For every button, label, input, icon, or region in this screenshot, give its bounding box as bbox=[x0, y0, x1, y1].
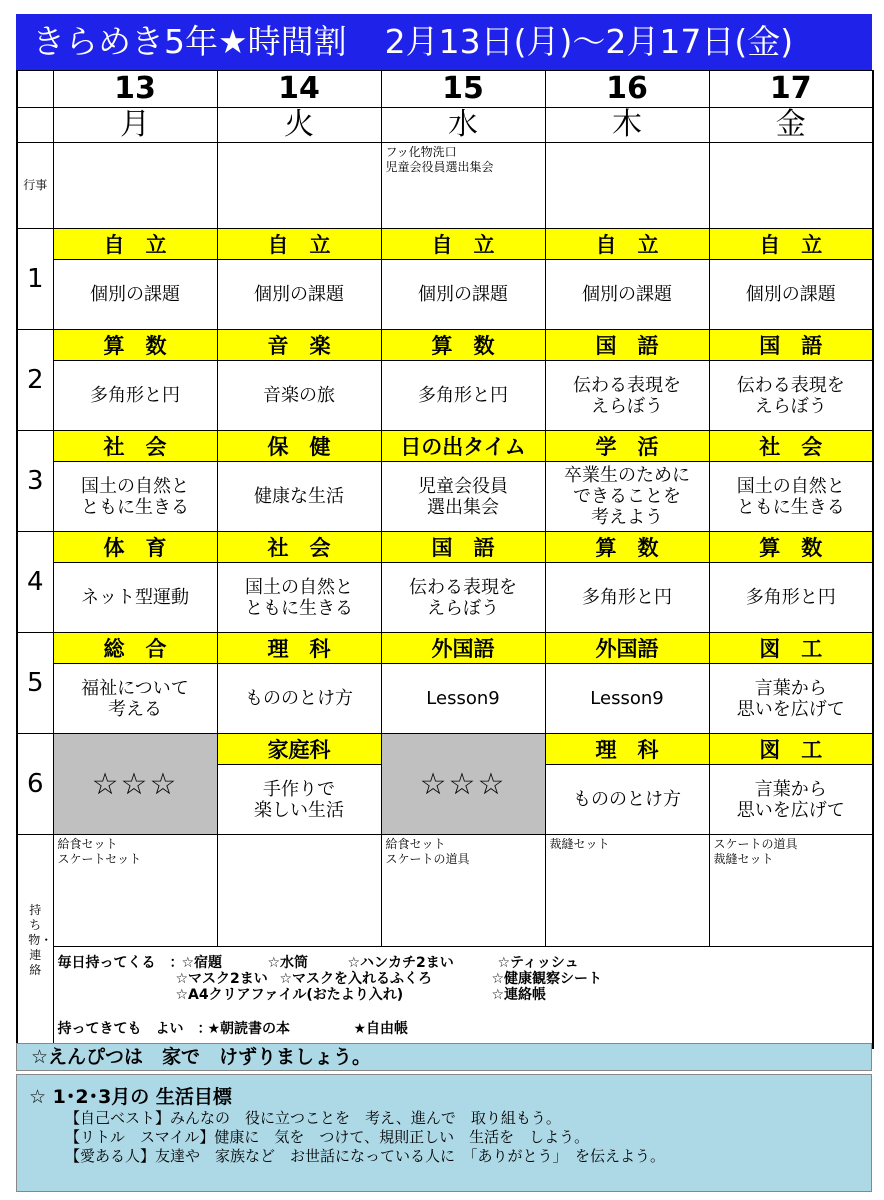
weekday-name: 火 bbox=[284, 107, 314, 142]
subject-cell bbox=[709, 431, 873, 462]
subject-name: 図 工 bbox=[759, 738, 823, 762]
period-number-cell bbox=[17, 229, 53, 330]
optional-item: ★自由帳 bbox=[353, 1021, 409, 1037]
optional-item: ★朝読書の本 bbox=[207, 1021, 291, 1037]
life-goal-line: 【リトル スマイル】健康に 気を つけて、規則正しい 生活を しよう。 bbox=[65, 1128, 590, 1146]
topic-text: 伝わる表現を えらぼう bbox=[409, 576, 517, 619]
items-text: スケートの道具 裁縫セット bbox=[713, 837, 798, 866]
free-period-stars: ☆☆☆ bbox=[91, 766, 179, 802]
items-cell bbox=[381, 835, 545, 947]
period-number: 4 bbox=[26, 567, 44, 597]
topic-text: 言葉から 思いを広げて bbox=[736, 677, 845, 720]
topic-text: 個別の課題 bbox=[582, 284, 672, 305]
topic-cell bbox=[381, 563, 545, 633]
date-range: 2月13日(月)～2月17日(金) bbox=[384, 22, 794, 61]
subject-cell bbox=[53, 633, 217, 664]
topic-cell bbox=[381, 664, 545, 734]
subject-cell bbox=[53, 532, 217, 563]
subject-name: 算 数 bbox=[431, 334, 495, 358]
topic-cell bbox=[53, 462, 217, 532]
date-header bbox=[53, 71, 217, 108]
date-number: 15 bbox=[442, 71, 484, 106]
timetable bbox=[16, 70, 874, 1049]
subject-cell bbox=[217, 431, 381, 462]
subject-name: 図 工 bbox=[759, 637, 823, 661]
topic-cell bbox=[709, 361, 873, 431]
date-number: 17 bbox=[769, 71, 812, 106]
weekday-header bbox=[217, 108, 381, 143]
subject-cell bbox=[709, 330, 873, 361]
subject-name: 学 活 bbox=[595, 435, 659, 459]
topic-text: Lesson9 bbox=[426, 688, 500, 709]
subject-name: 国 語 bbox=[431, 536, 495, 560]
subject-name: 自 立 bbox=[595, 233, 659, 257]
weekday-header bbox=[53, 108, 217, 143]
topic-text: 多角形と円 bbox=[418, 385, 508, 406]
topic-cell bbox=[53, 260, 217, 330]
topic-text: 福祉について 考える bbox=[81, 677, 189, 720]
subject-cell bbox=[381, 330, 545, 361]
weekday-header bbox=[545, 108, 709, 143]
topic-cell bbox=[217, 260, 381, 330]
topic-text: 国土の自然と ともに生きる bbox=[736, 475, 845, 518]
topic-text: 音楽の旅 bbox=[263, 385, 335, 406]
items-label: 持ち物・連絡 bbox=[28, 903, 53, 978]
subject-cell bbox=[545, 330, 709, 361]
period-number: 3 bbox=[26, 466, 44, 496]
topic-cell bbox=[53, 563, 217, 633]
life-goal-line: 【自己ベスト】みんなの 役に立つことを 考え、進んで 取り組もう。 bbox=[65, 1109, 561, 1127]
subject-cell bbox=[217, 229, 381, 260]
pencil-note: ☆えんぴつは 家で けずりましょう。 bbox=[16, 1043, 872, 1071]
topic-text: 言葉から 思いを広げて bbox=[736, 778, 845, 821]
topic-cell bbox=[709, 664, 873, 734]
topic-cell bbox=[545, 664, 709, 734]
items-cell bbox=[217, 835, 381, 947]
subject-cell bbox=[545, 734, 709, 765]
daily-row bbox=[58, 971, 869, 987]
subject-name: 理 科 bbox=[595, 738, 659, 762]
weekday-name: 木 bbox=[612, 107, 642, 142]
topic-cell bbox=[709, 765, 873, 835]
topic-text: もののとけ方 bbox=[573, 789, 681, 810]
period-number-cell bbox=[17, 431, 53, 532]
topic-text: 個別の課題 bbox=[745, 284, 836, 305]
weekday-header bbox=[381, 108, 545, 143]
subject-name: 音 楽 bbox=[267, 334, 331, 358]
period-number-cell bbox=[17, 532, 53, 633]
weekday-name: 月 bbox=[120, 107, 150, 142]
subject-name: 外国語 bbox=[431, 637, 495, 661]
period-number: 5 bbox=[26, 668, 44, 698]
life-goals-title: ☆ 1･2･3月の 生活目標 bbox=[29, 1086, 232, 1108]
period-number-cell bbox=[17, 633, 53, 734]
page-title: きらめき5年★時間割 bbox=[32, 22, 347, 61]
subject-cell bbox=[53, 330, 217, 361]
topic-text: 健康な生活 bbox=[254, 486, 344, 507]
topic-cell bbox=[545, 765, 709, 835]
event-cell bbox=[53, 143, 217, 229]
subject-cell bbox=[217, 633, 381, 664]
subject-cell bbox=[53, 431, 217, 462]
subject-name: 算 数 bbox=[595, 536, 659, 560]
subject-cell bbox=[709, 633, 873, 664]
subject-cell bbox=[545, 229, 709, 260]
topic-text: 手作りで 楽しい生活 bbox=[254, 778, 344, 821]
subject-cell bbox=[709, 532, 873, 563]
free-period-cell bbox=[53, 734, 217, 835]
subject-cell bbox=[381, 431, 545, 462]
topic-text: 児童会役員 選出集会 bbox=[418, 475, 508, 518]
subject-cell bbox=[545, 633, 709, 664]
optional-items-label: 持ってきても よい ： bbox=[57, 1021, 212, 1037]
topic-cell bbox=[709, 260, 873, 330]
subject-cell bbox=[217, 532, 381, 563]
topic-cell bbox=[381, 462, 545, 532]
topic-cell bbox=[709, 563, 873, 633]
subject-name: 自 立 bbox=[103, 233, 167, 257]
life-goal-line: 【愛ある人】友達や 家族など お世話になっている人に 「ありがとう」 を伝えよう。 bbox=[65, 1147, 666, 1165]
event-text: フッ化物洗口 児童会役員選出集会 bbox=[385, 145, 494, 174]
subject-cell bbox=[53, 229, 217, 260]
subject-name: 自 立 bbox=[267, 233, 331, 257]
topic-text: 伝わる表現を えらぼう bbox=[736, 374, 845, 417]
subject-cell bbox=[217, 734, 381, 765]
subject-cell bbox=[709, 229, 873, 260]
date-number: 14 bbox=[278, 71, 320, 106]
period-number-cell bbox=[17, 734, 53, 835]
subject-cell bbox=[545, 431, 709, 462]
topic-cell bbox=[545, 260, 709, 330]
period-number: 2 bbox=[26, 365, 44, 395]
topic-cell bbox=[381, 260, 545, 330]
corner-cell bbox=[17, 71, 53, 108]
items-cell bbox=[709, 835, 873, 947]
free-period-cell bbox=[381, 734, 545, 835]
daily-item: ☆水筒 bbox=[267, 955, 309, 971]
event-cell bbox=[381, 143, 545, 229]
date-number: 16 bbox=[606, 71, 648, 106]
event-cell bbox=[545, 143, 709, 229]
topic-text: ネット型運動 bbox=[81, 587, 189, 608]
topic-text: 個別の課題 bbox=[90, 284, 180, 305]
topic-text: 多角形と円 bbox=[582, 587, 672, 608]
topic-cell bbox=[217, 664, 381, 734]
subject-cell bbox=[381, 532, 545, 563]
items-label-cell bbox=[17, 835, 53, 1048]
subject-name: 社 会 bbox=[103, 435, 167, 459]
topic-cell bbox=[53, 664, 217, 734]
subject-cell bbox=[545, 532, 709, 563]
daily-row bbox=[58, 987, 869, 1003]
items-text: 裁縫セット bbox=[549, 837, 610, 851]
daily-item: ☆マスク2まい bbox=[175, 971, 268, 987]
subject-cell bbox=[709, 734, 873, 765]
items-cell bbox=[53, 835, 217, 947]
daily-item: ☆健康観察シート bbox=[491, 971, 603, 987]
topic-cell bbox=[709, 462, 873, 532]
period-number: 1 bbox=[26, 264, 44, 294]
subject-cell bbox=[381, 229, 545, 260]
topic-text: 多角形と円 bbox=[90, 385, 180, 406]
subject-name: 保 健 bbox=[267, 435, 331, 459]
topic-text: 卒業生のために できることを 考えよう bbox=[564, 465, 690, 528]
timetable-title-bar bbox=[16, 14, 872, 70]
daily-item: ☆A4クリアファイル(おたより入れ) bbox=[175, 987, 404, 1003]
topic-cell bbox=[217, 462, 381, 532]
subject-name: 社 会 bbox=[759, 435, 823, 459]
subject-cell bbox=[217, 330, 381, 361]
daily-item: ☆連絡帳 bbox=[491, 987, 547, 1003]
topic-text: もののとけ方 bbox=[245, 688, 353, 709]
subject-cell bbox=[381, 633, 545, 664]
daily-item: ☆ハンカチ2まい bbox=[347, 955, 454, 971]
subject-name: 日の出タイム bbox=[400, 435, 526, 459]
subject-name: 自 立 bbox=[431, 233, 495, 257]
daily-row bbox=[58, 955, 869, 971]
subject-name: 算 数 bbox=[103, 334, 167, 358]
items-text: 給食セット スケートの道具 bbox=[385, 837, 470, 866]
events-label: 行事 bbox=[23, 178, 48, 192]
subject-name: 総 合 bbox=[103, 637, 167, 661]
items-cell bbox=[545, 835, 709, 947]
topic-text: 個別の課題 bbox=[418, 284, 508, 305]
topic-cell bbox=[381, 361, 545, 431]
period-number-cell bbox=[17, 330, 53, 431]
topic-text: 国土の自然と ともに生きる bbox=[245, 576, 353, 619]
daily-label: 毎日持ってくる ： bbox=[57, 955, 184, 971]
daily-item: ☆宿題 bbox=[181, 955, 223, 971]
topic-cell bbox=[53, 361, 217, 431]
subject-name: 体 育 bbox=[103, 536, 167, 560]
subject-name: 社 会 bbox=[267, 536, 331, 560]
date-header bbox=[545, 71, 709, 108]
event-cell bbox=[709, 143, 873, 229]
daily-item: ☆マスクを入れるふくろ bbox=[279, 971, 433, 987]
items-text: 給食セット スケートセット bbox=[57, 837, 142, 866]
period-number: 6 bbox=[26, 769, 44, 799]
topic-cell bbox=[217, 361, 381, 431]
topic-cell bbox=[217, 563, 381, 633]
topic-cell bbox=[545, 462, 709, 532]
daily-items-cell bbox=[53, 947, 873, 1048]
subject-name: 国 語 bbox=[759, 334, 823, 358]
weekday-name: 金 bbox=[775, 107, 806, 142]
date-number: 13 bbox=[114, 71, 156, 106]
subject-name: 自 立 bbox=[759, 233, 823, 257]
topic-text: 国土の自然と ともに生きる bbox=[81, 475, 189, 518]
topic-text: Lesson9 bbox=[590, 688, 664, 709]
subject-name: 理 科 bbox=[267, 637, 331, 661]
corner-cell bbox=[17, 108, 53, 143]
event-cell bbox=[217, 143, 381, 229]
optional-items-row bbox=[58, 1021, 869, 1037]
topic-cell bbox=[217, 765, 381, 835]
events-label-cell bbox=[17, 143, 53, 229]
free-period-stars: ☆☆☆ bbox=[419, 766, 507, 802]
topic-cell bbox=[545, 563, 709, 633]
weekday-name: 水 bbox=[448, 107, 478, 142]
date-header bbox=[217, 71, 381, 108]
date-header bbox=[709, 71, 873, 108]
subject-name: 家庭科 bbox=[267, 738, 331, 762]
daily-item: ☆ティッシュ bbox=[497, 955, 579, 971]
life-goals-box bbox=[16, 1074, 872, 1192]
topic-text: 多角形と円 bbox=[745, 587, 836, 608]
subject-name: 国 語 bbox=[595, 334, 659, 358]
date-header bbox=[381, 71, 545, 108]
topic-text: 個別の課題 bbox=[254, 284, 344, 305]
topic-text: 伝わる表現を えらぼう bbox=[573, 374, 681, 417]
topic-cell bbox=[545, 361, 709, 431]
subject-name: 外国語 bbox=[595, 637, 659, 661]
weekday-header bbox=[709, 108, 873, 143]
subject-name: 算 数 bbox=[759, 536, 823, 560]
